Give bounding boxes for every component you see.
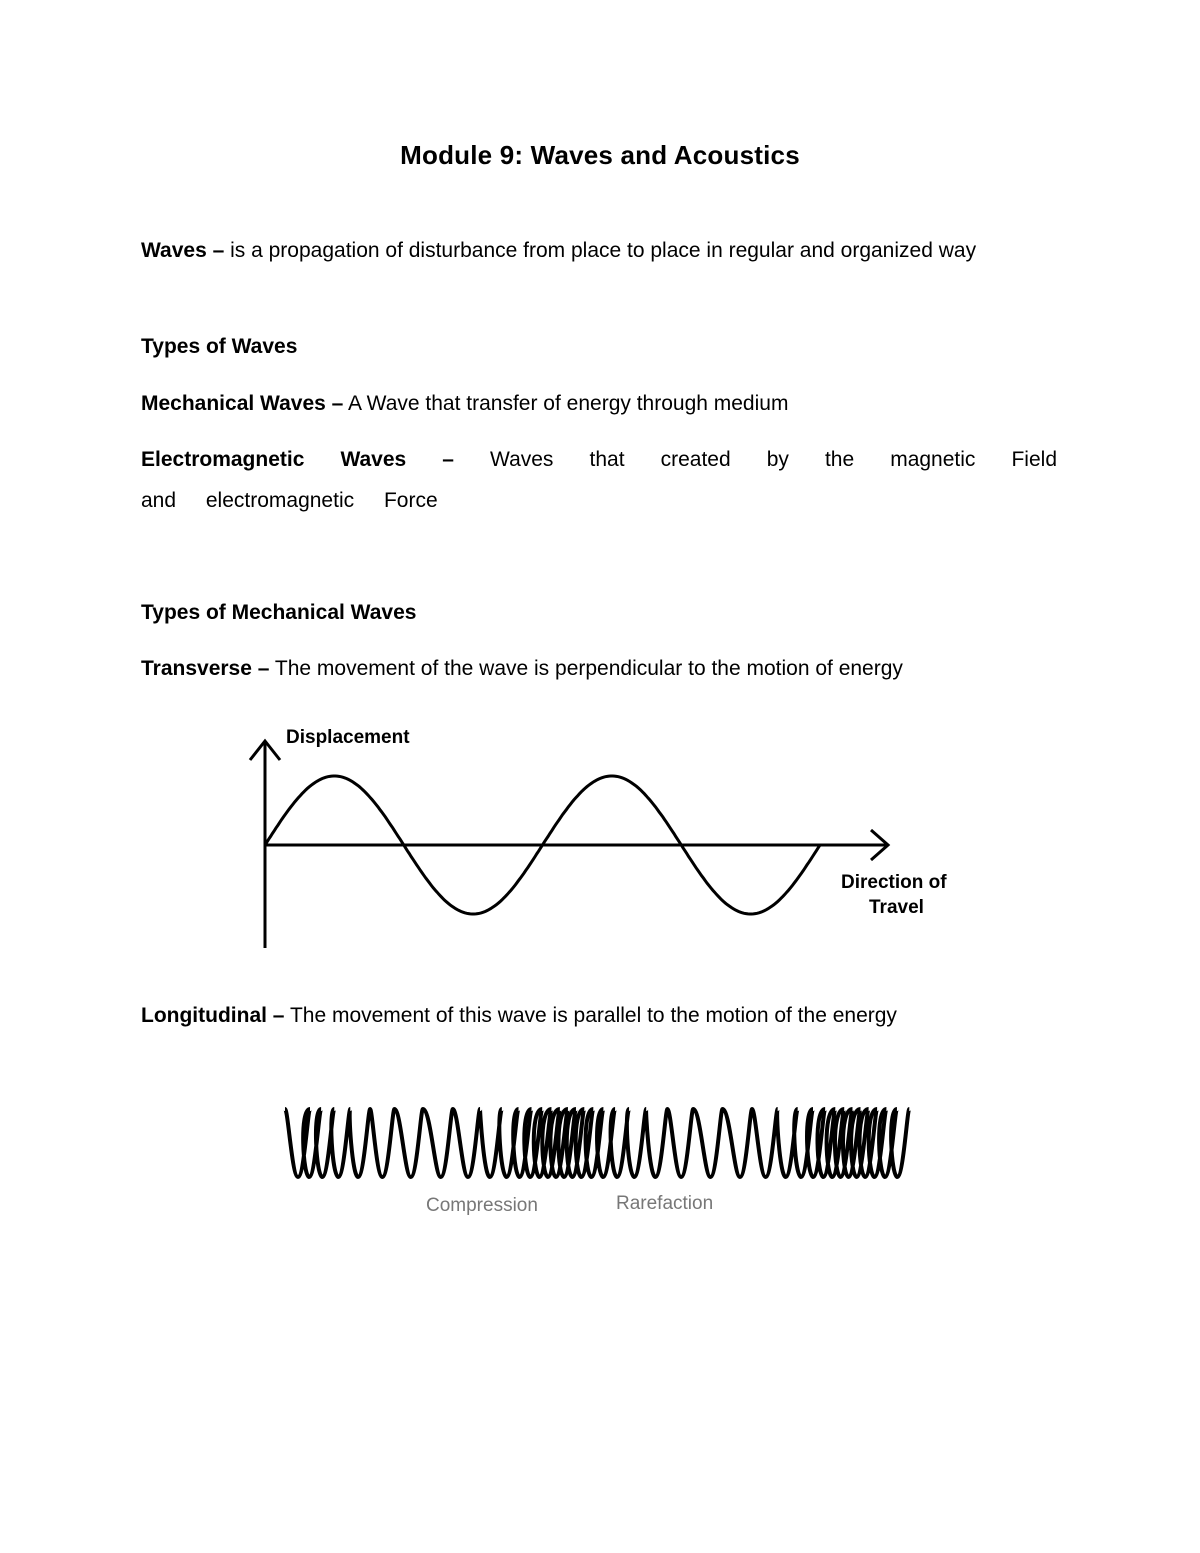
electromagnetic-waves-text: Waves that created by the magnetic Field and electromagnetic Force [141, 448, 1057, 512]
direction-label-line1: Direction of [841, 872, 947, 893]
longitudinal-definition [141, 995, 1141, 1036]
waves-definition [141, 230, 1057, 271]
spring-coil-path [285, 1109, 909, 1177]
displacement-label: Displacement [286, 727, 410, 748]
transverse-definition [141, 648, 1141, 689]
transverse-term: Transverse – [141, 657, 270, 680]
mechanical-waves-text: A Wave that transfer of energy through medium [343, 392, 789, 415]
types-of-mechanical-waves-heading-text: Types of Mechanical Waves [141, 601, 417, 624]
types-of-mechanical-waves-heading [141, 592, 1057, 633]
longitudinal-text: The movement of this wave is parallel to the motion of the energy [284, 1004, 897, 1027]
waves-term: Waves – [141, 239, 225, 262]
longitudinal-wave-diagram [280, 1095, 930, 1225]
electromagnetic-waves-definition [141, 439, 1057, 521]
transverse-text: The movement of the wave is perpendicular to the motion of energy [269, 657, 903, 680]
mechanical-waves-term: Mechanical Waves – [141, 392, 344, 415]
longitudinal-term: Longitudinal – [141, 1004, 285, 1027]
transverse-wave-diagram [240, 715, 970, 960]
mechanical-waves-definition [141, 383, 1057, 424]
page-title: Module 9: Waves and Acoustics [400, 140, 800, 170]
waves-text: is a propagation of disturbance from place to place in regular and organized way [224, 239, 977, 262]
electromagnetic-waves-term: Electromagnetic Waves – [141, 448, 454, 471]
compression-label: Compression [426, 1195, 538, 1216]
rarefaction-label: Rarefaction [616, 1193, 714, 1214]
types-of-waves-heading-text: Types of Waves [141, 335, 298, 358]
types-of-waves-heading [141, 326, 1057, 367]
spring-coil [285, 1109, 909, 1177]
direction-label-line2: Travel [869, 897, 924, 918]
